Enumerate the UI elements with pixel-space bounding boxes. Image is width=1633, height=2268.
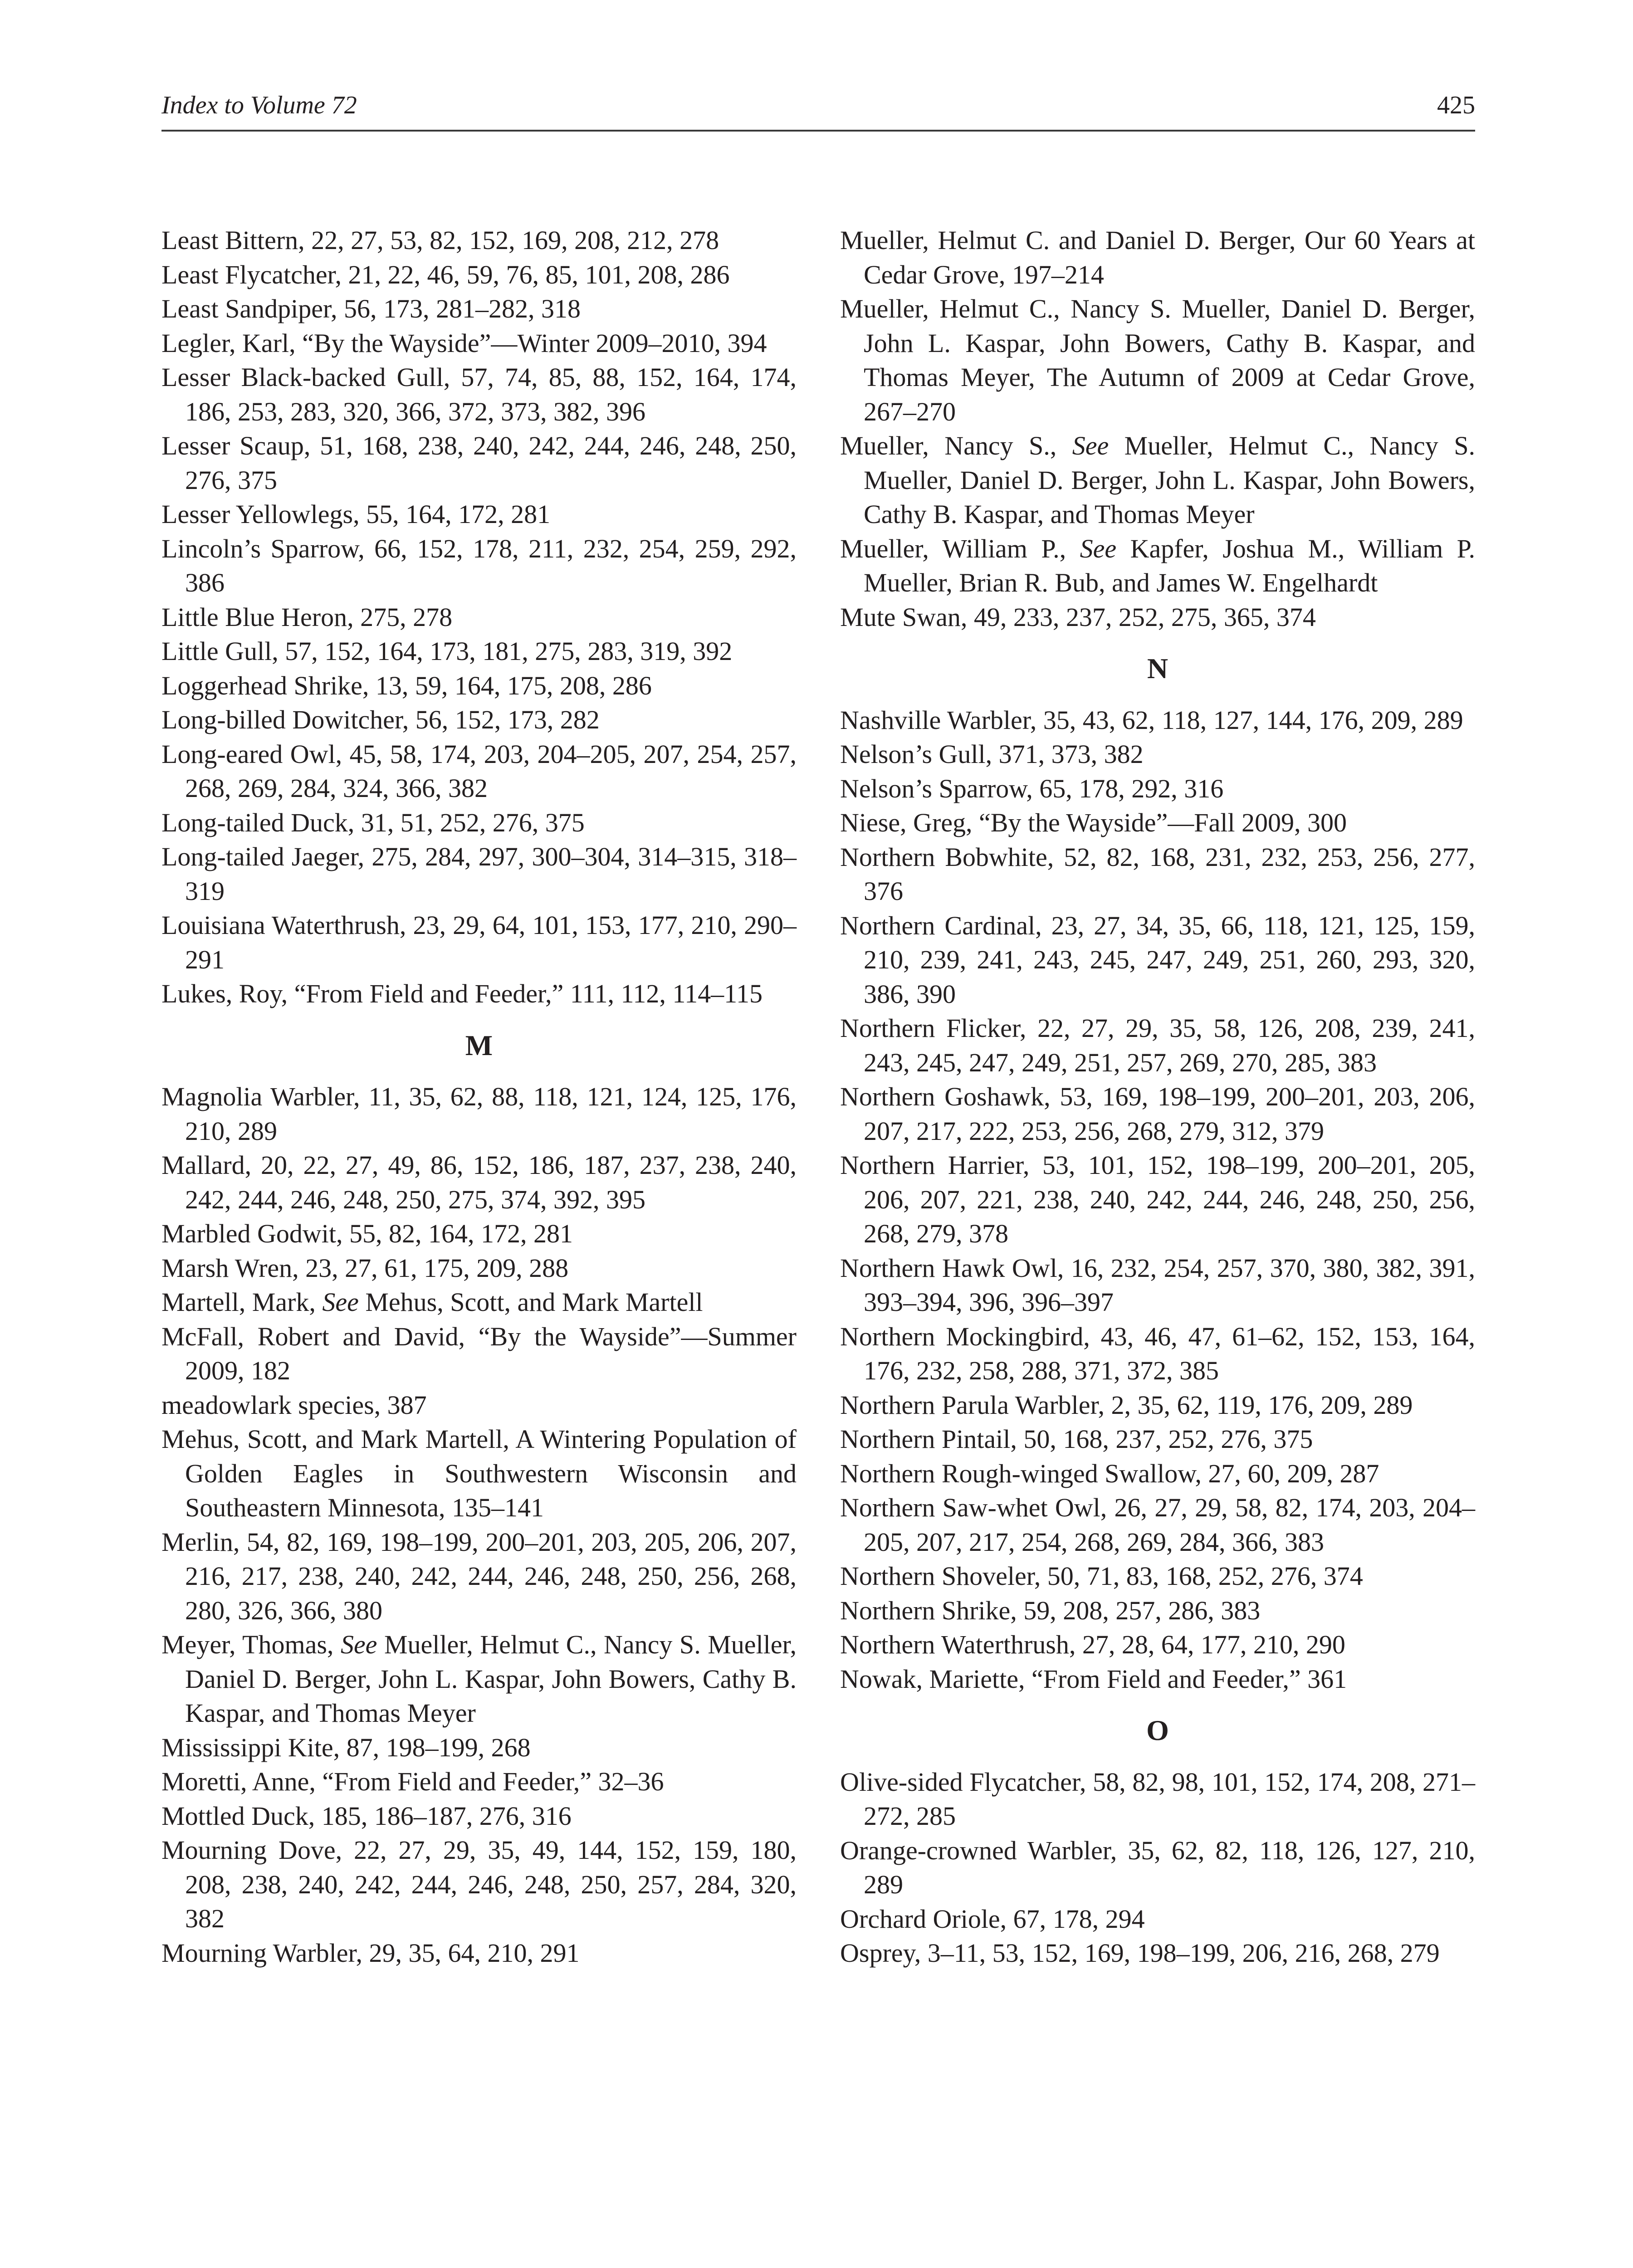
running-head: Index to Volume 72 (161, 91, 357, 119)
see-reference: See (340, 1630, 377, 1659)
section-letter: O (1146, 1714, 1169, 1746)
index-entry: Loggerhead Shrike, 13, 59, 164, 175, 208, 286 (161, 670, 652, 700)
entry-tail: Mueller, Helmut C., Nancy S. Mueller, Daniel D. Berger, John L. Kaspar, John Bowers, Cathy B. Kaspar, and Thomas Meyer (864, 431, 1475, 529)
index-entry: Northern Shrike, 59, 208, 257, 286, 383 (840, 1595, 1261, 1625)
index-entry: Northern Saw-whet Owl, 26, 27, 29, 58, 82, 174, 203, 204–205, 207, 217, 254, 268, 269, 284, 366, 383 (840, 1493, 1475, 1557)
index-entry: Lesser Black-backed Gull, 57, 74, 85, 88, 152, 164, 174, 186, 253, 283, 320, 366, 372, 373, 382, 396 (161, 362, 797, 426)
index-entry: Olive-sided Flycatcher, 58, 82, 98, 101, 152, 174, 208, 271–272, 285 (840, 1767, 1475, 1831)
index-entry: Magnolia Warbler, 11, 35, 62, 88, 118, 121, 124, 125, 176, 210, 289 (161, 1082, 797, 1146)
index-entry: Little Blue Heron, 275, 278 (161, 602, 453, 632)
index-entry: Long-tailed Jaeger, 275, 284, 297, 300–304, 314–315, 318–319 (161, 842, 797, 906)
entry-lead: Martell, Mark, (161, 1287, 323, 1317)
see-reference: See (1080, 533, 1117, 563)
index-entry: Northern Bobwhite, 52, 82, 168, 231, 232, 253, 256, 277, 376 (840, 842, 1475, 906)
index-entry: Osprey, 3–11, 53, 152, 169, 198–199, 206, 216, 268, 279 (840, 1938, 1440, 1968)
index-entry: Merlin, 54, 82, 169, 198–199, 200–201, 203, 205, 206, 207, 216, 217, 238, 240, 242, 244, 246, 248, 250, 256, 268, 280, 326, 366, 380 (161, 1527, 797, 1625)
index-entry: Orchard Oriole, 67, 178, 294 (840, 1904, 1145, 1934)
index-entry: Nelson’s Gull, 371, 373, 382 (840, 739, 1144, 769)
index-entry: Louisiana Waterthrush, 23, 29, 64, 101, 153, 177, 210, 290–291 (161, 910, 797, 974)
index-entry: Northern Hawk Owl, 16, 232, 254, 257, 370, 380, 382, 391, 393–394, 396, 396–397 (840, 1253, 1475, 1317)
index-entry (840, 532, 1475, 600)
index-entry (840, 429, 1475, 532)
index-entry: Lukes, Roy, “From Field and Feeder,” 111, 112, 114–115 (161, 979, 763, 1008)
index-entry: Legler, Karl, “By the Wayside”—Winter 2009–2010, 394 (161, 328, 767, 358)
entry-lead: Mueller, William P., (840, 533, 1080, 563)
entry-tail: Kapfer, Joshua M., William P. Mueller, Brian R. Bub, and James W. Engelhardt (864, 533, 1475, 597)
index-entry: Nelson’s Sparrow, 65, 178, 292, 316 (840, 773, 1224, 803)
index-entry: Northern Flicker, 22, 27, 29, 35, 58, 126, 208, 239, 241, 243, 245, 247, 249, 251, 257, 269, 270, 285, 383 (840, 1013, 1475, 1077)
index-entry: Northern Waterthrush, 27, 28, 64, 177, 210, 290 (840, 1630, 1345, 1659)
see-reference: See (322, 1287, 359, 1317)
index-entry: Mississippi Kite, 87, 198–199, 268 (161, 1732, 531, 1762)
index-entry: Long-tailed Duck, 31, 51, 252, 276, 375 (161, 807, 585, 837)
index-entry: Northern Cardinal, 23, 27, 34, 35, 66, 118, 121, 125, 159, 210, 239, 241, 243, 245, 247, 249, 251, 260, 293, 320, 386, 390 (840, 910, 1475, 1009)
index-entry: Mueller, Helmut C., Nancy S. Mueller, Daniel D. Berger, John L. Kaspar, John Bowers, Cathy B. Kaspar, and Thomas Meyer, The Autumn of 2009 at Cedar Grove, 267–270 (840, 294, 1475, 426)
index-entry: Mourning Dove, 22, 27, 29, 35, 49, 144, 152, 159, 180, 208, 238, 240, 242, 244, 246, 248, 250, 257, 284, 320, 382 (161, 1835, 797, 1933)
entry-tail: Mueller, Helmut C., Nancy S. Mueller, Daniel D. Berger, John L. Kaspar, John Bowers, Cathy B. Kaspar, and Thomas Meyer (185, 1630, 797, 1728)
index-entry (161, 1628, 797, 1730)
entry-lead: Meyer, Thomas, (161, 1630, 341, 1659)
index-entry: Least Sandpiper, 56, 173, 281–282, 318 (161, 294, 581, 323)
index-entry: Northern Pintail, 50, 168, 237, 252, 276, 375 (840, 1424, 1313, 1454)
index-entry: Northern Mockingbird, 43, 46, 47, 61–62, 152, 153, 164, 176, 232, 258, 288, 371, 372, 385 (840, 1321, 1475, 1385)
page-header (161, 86, 1475, 132)
index-entry: Little Gull, 57, 152, 164, 173, 181, 275, 283, 319, 392 (161, 636, 733, 666)
index-entry: Mute Swan, 49, 233, 237, 252, 275, 365, 374 (840, 602, 1316, 632)
index-entry: Mueller, Helmut C. and Daniel D. Berger, Our 60 Years at Cedar Grove, 197–214 (840, 225, 1475, 289)
entry-lead: Mueller, Nancy S., (840, 431, 1072, 460)
index-column-left (161, 223, 797, 1970)
page-number: 425 (1437, 91, 1475, 119)
index-entry: Nashville Warbler, 35, 43, 62, 118, 127, 144, 176, 209, 289 (840, 705, 1463, 735)
index-entry: Lesser Scaup, 51, 168, 238, 240, 242, 244, 246, 248, 250, 276, 375 (161, 431, 797, 495)
index-entry: Niese, Greg, “By the Wayside”—Fall 2009, 300 (840, 808, 1347, 837)
index-entry: Least Flycatcher, 21, 22, 46, 59, 76, 85, 101, 208, 286 (161, 259, 730, 289)
index-entry: Least Bittern, 22, 27, 53, 82, 152, 169, 208, 212, 278 (161, 225, 719, 255)
index-entry (161, 1285, 797, 1320)
see-reference: See (1072, 431, 1109, 460)
index-entry: Marsh Wren, 23, 27, 61, 175, 209, 288 (161, 1253, 569, 1283)
index-entry: Long-billed Dowitcher, 56, 152, 173, 282 (161, 705, 600, 734)
index-entry: Long-eared Owl, 45, 58, 174, 203, 204–205, 207, 254, 257, 268, 269, 284, 324, 366, 382 (161, 739, 797, 803)
index-entry: Nowak, Mariette, “From Field and Feeder,” 361 (840, 1664, 1347, 1694)
section-letter: M (465, 1029, 493, 1061)
index-entry: Lesser Yellowlegs, 55, 164, 172, 281 (161, 499, 551, 529)
index-entry: Mehus, Scott, and Mark Martell, A Wintering Population of Golden Eagles in Southwestern Wisconsin and Southeastern Minnesota, 135–141 (161, 1424, 797, 1522)
section-letter: N (1147, 652, 1169, 684)
index-entry: Mottled Duck, 185, 186–187, 276, 316 (161, 1801, 572, 1831)
index-entry: Mallard, 20, 22, 27, 49, 86, 152, 186, 187, 237, 238, 240, 242, 244, 246, 248, 250, 275, 374, 392, 395 (161, 1150, 797, 1214)
index-entry: Northern Parula Warbler, 2, 35, 62, 119, 176, 209, 289 (840, 1390, 1413, 1420)
index-entry: Lincoln’s Sparrow, 66, 152, 178, 211, 232, 254, 259, 292, 386 (161, 533, 797, 597)
index-entry: Marbled Godwit, 55, 82, 164, 172, 281 (161, 1219, 573, 1248)
index-entry: Northern Rough-winged Swallow, 27, 60, 209, 287 (840, 1458, 1379, 1488)
index-entry: Northern Harrier, 53, 101, 152, 198–199, 200–201, 205, 206, 207, 221, 238, 240, 242, 244, 246, 248, 250, 256, 268, 279, 378 (840, 1150, 1475, 1248)
index-entry: Mourning Warbler, 29, 35, 64, 210, 291 (161, 1938, 580, 1968)
index-entry: Orange-crowned Warbler, 35, 62, 82, 118, 126, 127, 210, 289 (840, 1835, 1475, 1899)
index-entry: McFall, Robert and David, “By the Wayside”—Summer 2009, 182 (161, 1321, 797, 1385)
index-column-right (840, 223, 1475, 1970)
index-entry: Moretti, Anne, “From Field and Feeder,” 32–36 (161, 1767, 664, 1796)
index-entry: Northern Goshawk, 53, 169, 198–199, 200–201, 203, 206, 207, 217, 222, 253, 256, 268, 279, 312, 379 (840, 1082, 1475, 1146)
index-entry: Northern Shoveler, 50, 71, 83, 168, 252, 276, 374 (840, 1561, 1363, 1591)
index-entry: meadowlark species, 387 (161, 1390, 427, 1420)
entry-tail: Mehus, Scott, and Mark Martell (358, 1287, 703, 1317)
